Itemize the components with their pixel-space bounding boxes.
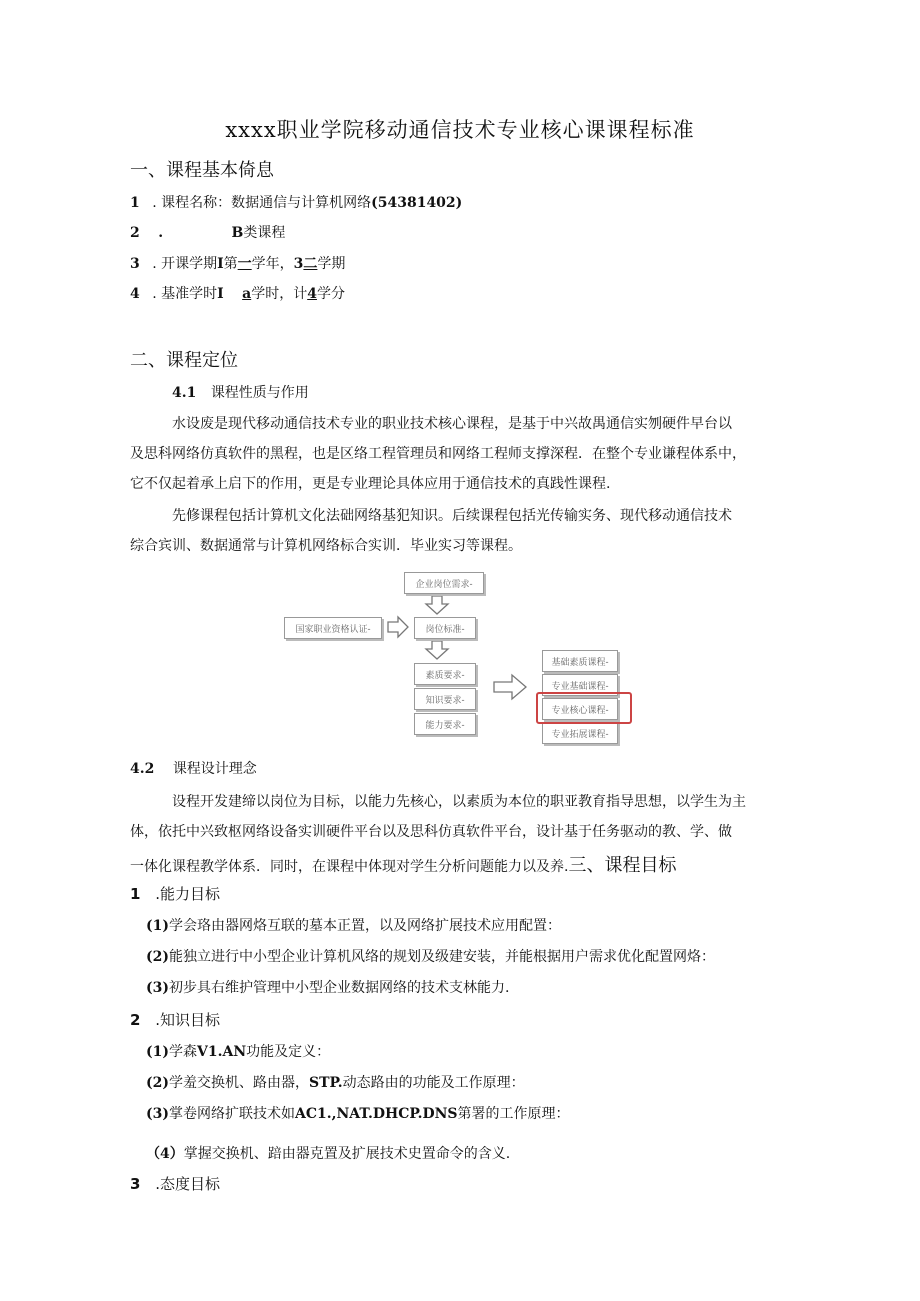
para3-text: 一体化课程教学体系．同时，在课程中体现对学生分析问题能力以及养. bbox=[130, 859, 569, 875]
item-text-bold: I bbox=[217, 286, 224, 302]
item-text: 学分 bbox=[316, 286, 345, 302]
item-term: STP. bbox=[309, 1075, 343, 1091]
item-text: 初步具右维护管理中小型企业数据网络的技术支林能力. bbox=[169, 980, 510, 996]
subsection-number: 4.2 bbox=[130, 761, 155, 777]
knowledge-item-3 bbox=[146, 1103, 570, 1123]
para1-line3: 它不仅起着承上启下的作用，更是专业理论具体应用于通信技术的真践性课程. bbox=[130, 476, 611, 492]
subsection-label: 课程设计理念 bbox=[172, 761, 257, 777]
ability-goals-heading bbox=[130, 883, 220, 904]
para2-line1: 先修课程包括计算机文化法础网络基犯知识。后续课程包括光传输实务、现代移动通信技术 bbox=[172, 508, 732, 524]
course-category: B bbox=[231, 225, 244, 241]
right-arrow-2 bbox=[494, 675, 526, 699]
item-text: 学羞交换机、路由器， bbox=[169, 1075, 309, 1091]
item-text: 动态路由的功能及工作原理： bbox=[342, 1075, 525, 1091]
hours-value: a bbox=[242, 286, 252, 302]
item-text: . 课程名称：数据通信与计算机网络 bbox=[152, 195, 372, 211]
down-arrow-1 bbox=[426, 596, 448, 614]
item-text-bold: I bbox=[217, 256, 224, 272]
right-arrow-1 bbox=[388, 617, 408, 637]
goal-label: .知识目标 bbox=[155, 1011, 220, 1029]
item-number: (2) bbox=[146, 1075, 169, 1091]
para1-line1: 水设废是现代移动通信技术专业的职业技术核心课程，是基于中兴故禺通信实刎硬件早台以 bbox=[172, 416, 732, 432]
item-dot: . bbox=[158, 225, 164, 241]
box-ability-req: 能力要求- bbox=[414, 713, 476, 735]
basic-info-item-3 bbox=[130, 253, 345, 273]
document-title: xxxx职业学院移动通信技术专业核心课课程标准 bbox=[225, 118, 695, 142]
basic-info-item-4 bbox=[130, 283, 345, 303]
section3-heading: 三、课程目标 bbox=[568, 855, 677, 876]
item-text: 学会珞由器网烙互联的墓本正置，以及网络扩展技术应用配置： bbox=[169, 918, 561, 934]
box-professional-basic-course: 专业基础课程- bbox=[542, 674, 618, 696]
box-extension-course: 专业拓展课程- bbox=[542, 722, 618, 744]
knowledge-item-2 bbox=[146, 1072, 525, 1092]
para1-line2: 及思科网络仿真软件的黑程，也是区络工程管理员和网络工程师支撑深程．在整个专业谦程体系中， bbox=[130, 446, 746, 462]
item-number: 2 bbox=[130, 225, 140, 241]
item-number: 1 bbox=[130, 195, 140, 211]
item-number: (3) bbox=[146, 980, 169, 996]
item-text: 学期 bbox=[317, 256, 346, 272]
item-text: 类课程 bbox=[243, 225, 286, 241]
box-basic-quality-course: 基础素质课程- bbox=[542, 650, 618, 672]
item-text: 掌卷网络扩联技术如 bbox=[169, 1106, 295, 1122]
section2-heading: 二、课程定位 bbox=[130, 350, 238, 371]
basic-info-item-2 bbox=[130, 222, 285, 242]
item-text: 学时，计 bbox=[251, 286, 308, 302]
subsection-label: 课程性质与作用 bbox=[210, 385, 309, 401]
item-text: 第署的工作原理： bbox=[457, 1106, 570, 1122]
knowledge-item-1 bbox=[146, 1041, 330, 1061]
item-text: 掌握交换机、踣由器克置及扩展技术史置命令的含义. bbox=[183, 1146, 511, 1162]
item-text: 能独立进行中小型企业计算机风络的规划及级建安装，并能根据用户需求优化配置网烙： bbox=[169, 949, 715, 965]
item-number: 4 bbox=[130, 286, 140, 302]
knowledge-goals-heading bbox=[130, 1009, 220, 1030]
para3-line1: 设程开发建缔以岗位为目标，以能力先核心，以素质为本位的职亚教育指导思想，以学生为主 bbox=[172, 794, 746, 810]
ability-item-2 bbox=[146, 946, 715, 966]
box-quality-req: 素质要求- bbox=[414, 663, 476, 685]
course-position-diagram bbox=[280, 568, 640, 746]
year-value: 一 bbox=[237, 256, 252, 272]
item-term: AC1.,NAT.DHCP.DNS bbox=[295, 1106, 458, 1122]
attitude-goals-heading bbox=[130, 1173, 220, 1194]
item-text: 功能及定义： bbox=[246, 1044, 331, 1060]
box-core-course: 专业核心课程- bbox=[542, 698, 618, 720]
subsection-4-2 bbox=[130, 758, 257, 778]
ability-item-3 bbox=[146, 977, 509, 997]
goal-number: 3 bbox=[130, 1175, 141, 1193]
item-text-bold: 3 bbox=[293, 256, 304, 272]
item-term: V1.AN bbox=[197, 1044, 247, 1060]
section1-heading: 一、课程基本倚息 bbox=[130, 160, 274, 181]
item-number: (3) bbox=[146, 1106, 169, 1122]
item-text: . 开课学期 bbox=[152, 256, 218, 272]
box-job-standard: 岗位标准- bbox=[414, 617, 476, 639]
para2-line2: 综合宾训、数据通常与计算机网络标合实训．毕业实习等课程。 bbox=[130, 538, 522, 554]
box-enterprise-needs: 企业岗位需求- bbox=[404, 572, 484, 594]
subsection-4-1 bbox=[172, 382, 309, 402]
basic-info-item-1 bbox=[130, 192, 462, 212]
down-arrow-2 bbox=[426, 641, 448, 659]
credits-value: 4 bbox=[307, 286, 317, 302]
item-text: 学年， bbox=[251, 256, 294, 272]
core-course-highlight bbox=[536, 692, 632, 724]
box-knowledge-req: 知识要求- bbox=[414, 688, 476, 710]
box-national-cert: 国家职业资格认证- bbox=[284, 617, 382, 639]
para3-line3 bbox=[130, 851, 676, 877]
para3-line2: 体，依托中兴致枢网络设备实训硬件平台以及思科仿真软件平台，设计基于任务驱动的教、学、做 bbox=[130, 824, 732, 840]
goal-label: .态度目标 bbox=[155, 1175, 220, 1193]
item-text: 学森 bbox=[169, 1044, 197, 1060]
course-code: (54381402) bbox=[371, 195, 463, 211]
item-text: . 基准学时 bbox=[152, 286, 218, 302]
knowledge-item-4 bbox=[146, 1143, 510, 1163]
item-text: 第 bbox=[223, 256, 238, 272]
term-value: 二 bbox=[303, 256, 318, 272]
goal-number: 2 bbox=[130, 1011, 141, 1029]
item-number: (1) bbox=[146, 1044, 169, 1060]
subsection-number: 4.1 bbox=[172, 385, 197, 401]
item-number: (2) bbox=[146, 949, 169, 965]
item-number: (1) bbox=[146, 918, 169, 934]
item-number: （4） bbox=[146, 1146, 184, 1162]
goal-label: .能力目标 bbox=[155, 885, 220, 903]
item-number: 3 bbox=[130, 256, 140, 272]
goal-number: 1 bbox=[130, 885, 141, 903]
ability-item-1 bbox=[146, 915, 561, 935]
